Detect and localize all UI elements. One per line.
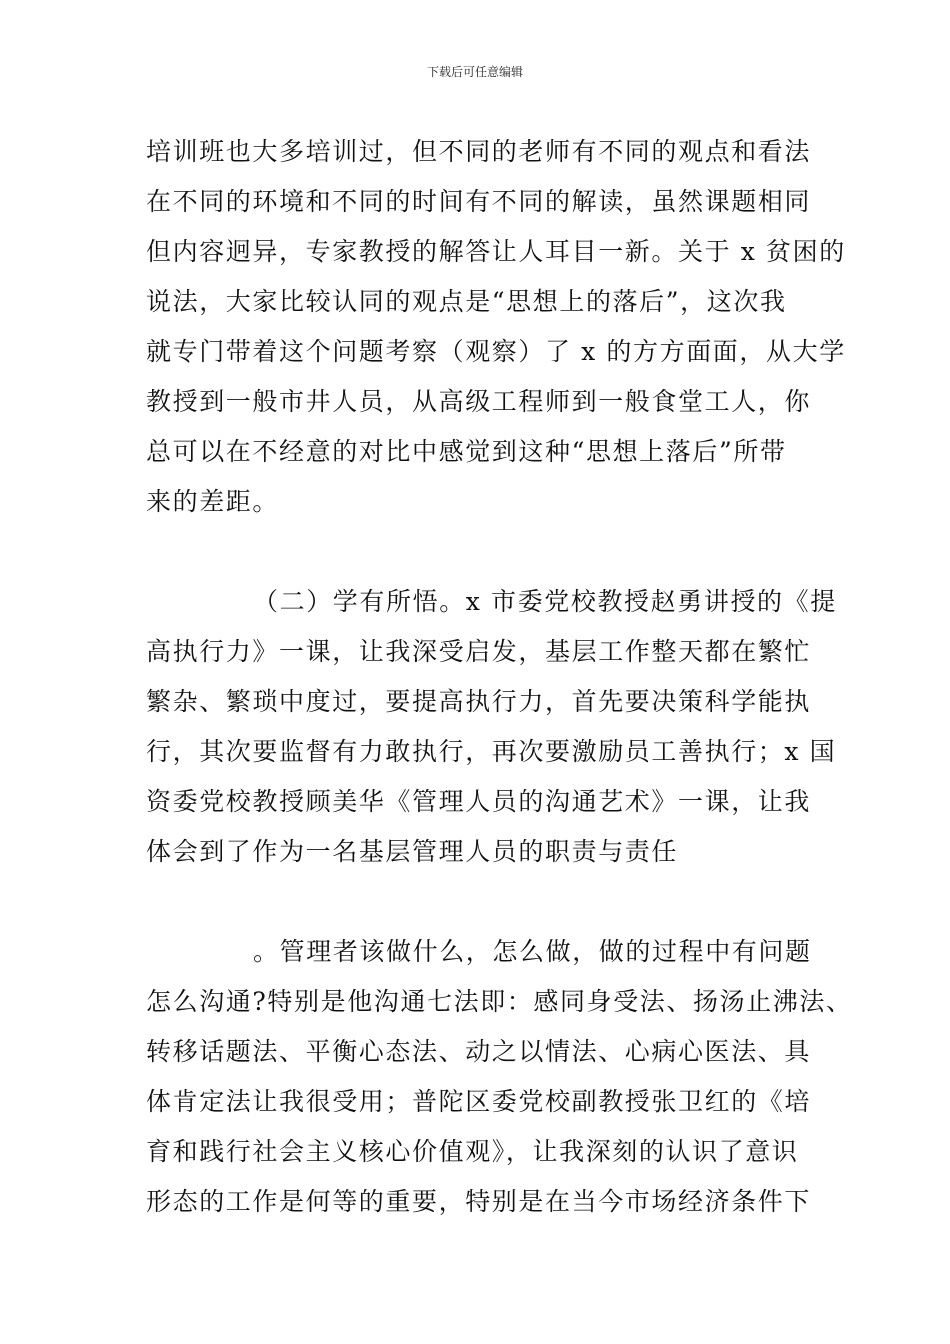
paragraph-3-line-3: 转移话题法、平衡心态法、动之以情法、心病心医法、具 xyxy=(146,1037,812,1066)
paragraph-2-line-4: 行，其次要监督有力敢执行，再次要激励员工善执行；x 国 xyxy=(146,737,837,766)
paragraph-2-line-6: 体会到了作为一名基层管理人员的职责与责任 xyxy=(146,837,679,866)
paragraph-1-line-5: 就专门带着这个问题考察（观察）了 x 的方方面面，从大学 xyxy=(146,337,846,366)
paragraph-2-line-2: 高执行力》一课，让我深受启发，基层工作整天都在繁忙 xyxy=(146,637,812,666)
paragraph-1-line-4: 说法，大家比较认同的观点是“思想上的落后”，这次我 xyxy=(146,287,787,316)
paragraph-3-line-5: 育和践行社会主义核心价值观》，让我深刻的认识了意识 xyxy=(146,1137,799,1166)
paragraph-3-line-6: 形态的工作是何等的重要，特别是在当今市场经济条件下 xyxy=(146,1187,812,1216)
paragraph-3-line-2: 怎么沟通?特别是他沟通七法即：感同身受法、扬汤止沸法、 xyxy=(146,987,853,1016)
paragraph-3-line-1: 。管理者该做什么，怎么做，做的过程中有问题 xyxy=(253,937,812,966)
page-header: 下载后可任意编辑 xyxy=(426,65,523,79)
paragraph-1-line-2: 在不同的环境和不同的时间有不同的解读，虽然课题相同 xyxy=(146,187,812,216)
paragraph-3-line-4: 体肯定法让我很受用；普陀区委党校副教授张卫红的《培 xyxy=(146,1087,812,1116)
paragraph-2-line-1: （二）学有所悟。x 市委党校教授赵勇讲授的《提 xyxy=(253,587,837,616)
paragraph-2-line-3: 繁杂、繁琐中度过，要提高执行力，首先要决策科学能执 xyxy=(146,687,812,716)
paragraph-1-line-8: 来的差距。 xyxy=(146,487,280,516)
paragraph-2-line-5: 资委党校教授顾美华《管理人员的沟通艺术》一课，让我 xyxy=(146,787,812,816)
paragraph-1-line-7: 总可以在不经意的对比中感觉到这种“思想上落后”所带 xyxy=(146,437,787,466)
paragraph-1-line-1: 培训班也大多培训过，但不同的老师有不同的观点和看法 xyxy=(146,137,812,166)
paragraph-1-line-6: 教授到一般市井人员，从高级工程师到一般食堂工人，你 xyxy=(146,387,812,416)
paragraph-1-line-3: 但内容迥异，专家教授的解答让人耳目一新。关于 x 贫困的 xyxy=(146,237,846,266)
